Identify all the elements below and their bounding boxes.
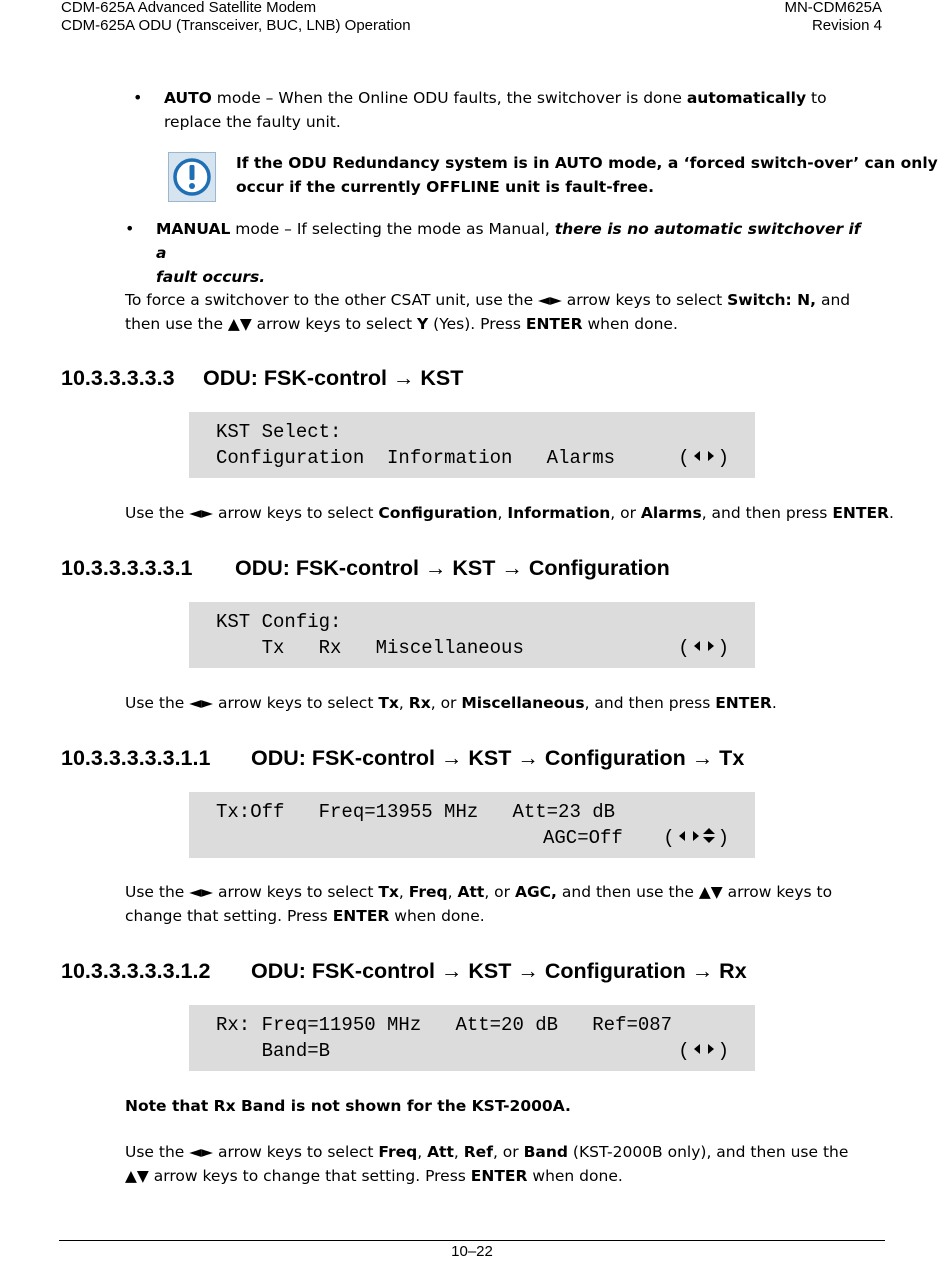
para-bold: Tx — [378, 883, 399, 901]
lcd-kst-rx — [189, 1005, 755, 1071]
auto-emph: automatically — [686, 89, 807, 107]
para-text: (KST-2000B only), and then use the — [568, 1143, 849, 1161]
para-text: when done. — [527, 1167, 623, 1185]
para-text: , — [447, 883, 458, 901]
para-text: ▲▼ arrow keys to change that setting. Press — [125, 1167, 471, 1185]
force-text-e: Y — [417, 315, 429, 333]
para-bold: Att — [427, 1143, 454, 1161]
page-number: 10–22 — [451, 1243, 493, 1260]
para-bold: Att — [457, 883, 485, 901]
lcd-arrows: ( ) — [678, 1040, 729, 1062]
para-text: and then use the ▲▼ arrow keys to — [556, 883, 833, 901]
bullet-dot: • — [125, 219, 135, 238]
section-number: 10.3.3.3.3.3.1.1 — [61, 746, 211, 770]
lcd-arrows: ( ) — [678, 447, 729, 469]
left-arrow-icon — [679, 831, 685, 841]
para-bold: Tx — [378, 694, 399, 712]
para-text: , or — [610, 504, 641, 522]
lcd-line2: Band=B — [216, 1040, 331, 1062]
bullet-manual — [156, 217, 866, 289]
auto-text-end: to — [806, 89, 827, 107]
lcd-line2: AGC=Off — [543, 827, 623, 849]
lcd-line2: Tx Rx Miscellaneous — [216, 637, 524, 659]
kst-tx-paragraph — [125, 880, 832, 928]
section-title: ODU: FSK-control → KST → Configuration → Rx — [251, 959, 747, 983]
right-arrow-icon — [708, 1044, 714, 1054]
section-title: ODU: FSK-control → KST — [203, 366, 464, 390]
kst-rx-paragraph — [125, 1140, 848, 1188]
para-bold: Freq — [378, 1143, 418, 1161]
section-heading-kst-config — [61, 556, 670, 581]
section-title: ODU: FSK-control → KST → Configuration → Tx — [251, 746, 745, 770]
section-heading-kst-rx — [61, 959, 747, 984]
info-circle-icon — [169, 153, 215, 201]
lcd-line1: KST Config: — [216, 611, 342, 633]
footer-rule — [59, 1240, 885, 1241]
force-text-a: To force a switchover to the other CSAT unit, use the ◄► arrow keys to select — [125, 291, 728, 309]
bullet-auto — [164, 86, 864, 134]
para-text: Use the ◄► arrow keys to select — [125, 504, 379, 522]
left-arrow-icon — [694, 1044, 700, 1054]
header-chapter: CDM-625A ODU (Transceiver, BUC, LNB) Operation — [61, 17, 411, 34]
para-bold: ENTER — [332, 907, 390, 925]
para-bold: Information — [507, 504, 611, 522]
section-number: 10.3.3.3.3.3.1 — [61, 556, 193, 580]
header-product: CDM-625A Advanced Satellite Modem — [61, 0, 317, 16]
auto-term: AUTO — [164, 89, 212, 107]
para-bold: ENTER — [832, 504, 889, 522]
right-arrow-icon — [693, 831, 699, 841]
right-arrow-icon — [708, 451, 714, 461]
para-text: , or — [430, 694, 462, 712]
lcd-line1: Rx: Freq=11950 MHz Att=20 dB Ref=087 — [216, 1014, 673, 1036]
auto-text: mode – When the Online ODU faults, the switchover is done — [211, 89, 687, 107]
para-bold: Ref — [463, 1143, 493, 1161]
para-bold: Alarms — [640, 504, 702, 522]
para-bold: Freq — [408, 883, 448, 901]
para-text: , or — [484, 883, 515, 901]
header-right — [784, 0, 882, 35]
para-text: , — [398, 883, 409, 901]
para-bold: ENTER — [470, 1167, 528, 1185]
para-text: change that setting. Press — [125, 907, 333, 925]
para-bold: Configuration — [378, 504, 498, 522]
para-text: , — [453, 1143, 464, 1161]
lcd-kst-select — [189, 412, 755, 478]
header-left — [61, 0, 411, 35]
rx-band-note: Note that Rx Band is not shown for the KST-2000A. — [125, 1097, 571, 1115]
lcd-kst-config — [189, 602, 755, 668]
para-text: , — [417, 1143, 428, 1161]
bullet-dot: • — [133, 88, 143, 107]
para-bold: Miscellaneous — [461, 694, 585, 712]
manual-term: MANUAL — [156, 220, 231, 238]
force-text-h: when done. — [582, 315, 678, 333]
para-text: , — [398, 694, 409, 712]
section-number: 10.3.3.3.3.3 — [61, 366, 175, 390]
note-text — [236, 151, 938, 199]
note-line2: occur if the currently OFFLINE unit is fault-free. — [236, 178, 654, 196]
right-arrow-icon — [708, 641, 714, 651]
lcd-arrows: ( ) — [678, 637, 729, 659]
kst-config-paragraph — [125, 691, 777, 715]
para-text: , and then press — [701, 504, 833, 522]
header-revision: Revision 4 — [811, 17, 882, 34]
kst-select-paragraph — [125, 501, 894, 525]
para-text: , or — [492, 1143, 524, 1161]
note-line1: If the ODU Redundancy system is in AUTO mode, a ‘forced switch-over’ can only — [236, 154, 938, 172]
force-switchover-paragraph — [125, 288, 850, 336]
force-text-b: Switch: N, — [727, 291, 817, 309]
lcd-line1: KST Select: — [216, 421, 342, 443]
section-number: 10.3.3.3.3.3.1.2 — [61, 959, 211, 983]
section-heading-kst — [61, 366, 463, 391]
header-manual-number: MN-CDM625A — [784, 0, 882, 16]
section-title: ODU: FSK-control → KST → Configuration — [235, 556, 670, 580]
lcd-line2: Configuration Information Alarms — [216, 447, 616, 469]
manual-emph2: fault occurs. — [156, 268, 266, 286]
force-text-c: and — [816, 291, 851, 309]
manual-emph1: there is no automatic switchover if a — [156, 220, 861, 262]
para-text: , — [497, 504, 508, 522]
auto-line2: replace the faulty unit. — [164, 113, 341, 131]
force-text-d: then use the ▲▼ arrow keys to select — [125, 315, 418, 333]
section-heading-kst-tx — [61, 746, 744, 771]
left-arrow-icon — [694, 451, 700, 461]
para-text: Use the ◄► arrow keys to select — [125, 1143, 379, 1161]
para-bold: ENTER — [715, 694, 772, 712]
para-bold: AGC, — [514, 883, 557, 901]
para-text: . — [771, 694, 777, 712]
para-text: when done. — [389, 907, 485, 925]
para-text: Use the ◄► arrow keys to select — [125, 883, 379, 901]
para-bold: Band — [523, 1143, 568, 1161]
lcd-line1: Tx:Off Freq=13955 MHz Att=23 dB — [216, 801, 616, 823]
para-text: , and then press — [584, 694, 716, 712]
force-text-g: ENTER — [525, 315, 583, 333]
manual-text: mode – If selecting the mode as Manual, — [230, 220, 555, 238]
lcd-arrows: ( ) — [663, 827, 729, 849]
left-arrow-icon — [694, 641, 700, 651]
para-bold: Rx — [408, 694, 431, 712]
note-box — [168, 152, 216, 202]
para-text: Use the ◄► arrow keys to select — [125, 694, 379, 712]
lcd-kst-tx — [189, 792, 755, 858]
up-down-arrow-icon — [703, 828, 715, 844]
para-text: . — [888, 504, 894, 522]
force-text-f: (Yes). Press — [428, 315, 526, 333]
